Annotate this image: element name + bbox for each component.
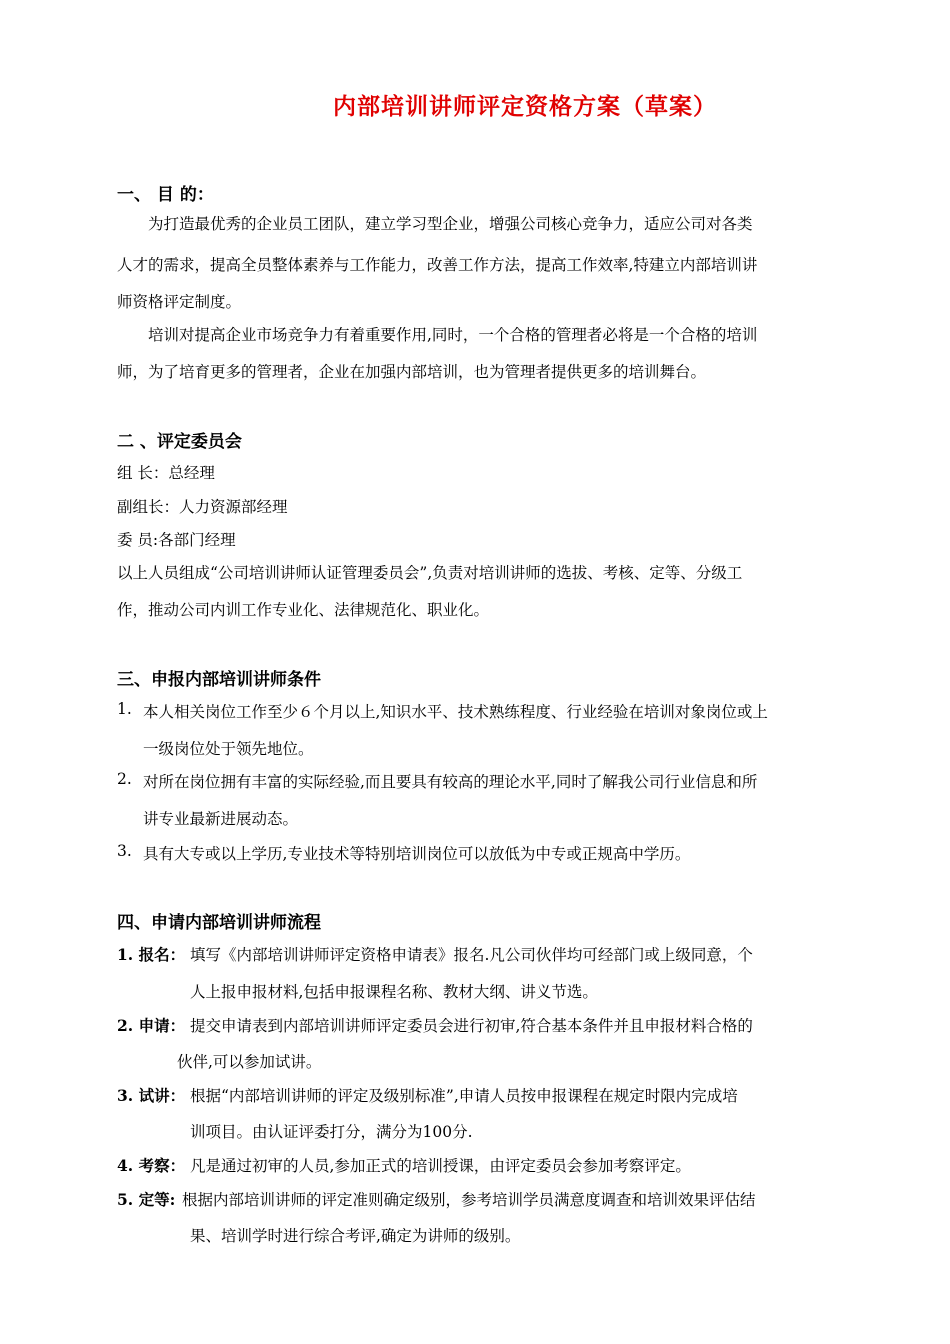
step-line2: 果、培训学时进行综合考评,确定为讲师的级别。 xyxy=(190,1227,521,1245)
section-heading-conditions: 三、申报内部培训讲师条件 xyxy=(117,670,321,690)
step-line1: 根据内部培训讲师的评定准则确定级别，参考培训学员满意度调查和培训效果评估结 xyxy=(182,1191,756,1209)
step-line2: 训项目。由认证评委打分，满分为100分. xyxy=(190,1123,473,1141)
section-heading-purpose: 一、 目 的： xyxy=(117,185,214,205)
step-label: 2. 申请： xyxy=(117,1016,186,1035)
step-label: 4. 考察： xyxy=(117,1156,186,1175)
section-heading-committee: 二 、评定委员会 xyxy=(117,432,242,452)
step-line1: 根据“内部培训讲师的评定及级别标准”,申请人员按申报课程在规定时限内完成培 xyxy=(190,1087,738,1105)
purpose-para2-line2: 师，为了培育更多的管理者，企业在加强内部培训，也为管理者提供更多的培训舞台。 xyxy=(117,363,707,381)
condition-item-line1: 对所在岗位拥有丰富的实际经验,而且要具有较高的理论水平,同时了解我公司行业信息和所 xyxy=(143,773,758,791)
purpose-para1-line2: 人才的需求，提高全员整体素养与工作能力，改善工作方法，提高工作效率,特建立内部培训讲 xyxy=(117,256,758,274)
purpose-para1-line3: 师资格评定制度。 xyxy=(117,293,242,311)
committee-members: 委 员:各部门经理 xyxy=(117,531,236,549)
condition-item-number: 2. xyxy=(117,770,132,788)
committee-desc-line2: 作，推动公司内训工作专业化、法律规范化、职业化。 xyxy=(117,601,490,619)
committee-leader: 组 长：总经理 xyxy=(117,464,215,482)
committee-deputy: 副组长：人力资源部经理 xyxy=(117,498,288,516)
step-line2: 人上报申报材料,包括申报课程名称、教材大纲、讲义节选。 xyxy=(190,983,598,1001)
condition-item-number: 1. xyxy=(117,700,132,718)
committee-desc-line1: 以上人员组成“公司培训讲师认证管理委员会”,负责对培训讲师的选拔、考核、定等、分级工 xyxy=(117,564,743,582)
step-label: 1. 报名： xyxy=(117,945,186,964)
step-line1: 凡是通过初审的人员,参加正式的培训授课，由评定委员会参加考察评定。 xyxy=(190,1157,691,1175)
condition-item-line2: 一级岗位处于领先地位。 xyxy=(143,740,314,758)
step-label: 3. 试讲： xyxy=(117,1086,186,1105)
step-line2: 伙伴,可以参加试讲。 xyxy=(177,1053,322,1071)
condition-item-line1: 具有大专或以上学历,专业技术等特别培训岗位可以放低为中专或正规高中学历。 xyxy=(143,845,691,863)
condition-item-line2: 讲专业最新进展动态。 xyxy=(143,810,299,828)
purpose-para2-line1: 培训对提高企业市场竞争力有着重要作用,同时，一个合格的管理者必将是一个合格的培训 xyxy=(148,326,758,344)
condition-item-line1: 本人相关岗位工作至少６个月以上,知识水平、技术熟练程度、行业经验在培训对象岗位或上 xyxy=(143,703,768,721)
step-label: 5. 定等: xyxy=(117,1190,176,1209)
section-heading-process: 四、申请内部培训讲师流程 xyxy=(117,913,321,933)
step-line1: 提交申请表到内部培训讲师评定委员会进行初审,符合基本条件并且申报材料合格的 xyxy=(190,1017,753,1035)
purpose-para1-line1: 为打造最优秀的企业员工团队，建立学习型企业，增强公司核心竞争力，适应公司对各类 xyxy=(148,215,753,233)
condition-item-number: 3. xyxy=(117,842,132,860)
step-line1: 填写《内部培训讲师评定资格申请表》报名.凡公司伙伴均可经部门或上级同意，个 xyxy=(190,946,753,964)
document-title: 内部培训讲师评定资格方案（草案） xyxy=(333,93,717,120)
